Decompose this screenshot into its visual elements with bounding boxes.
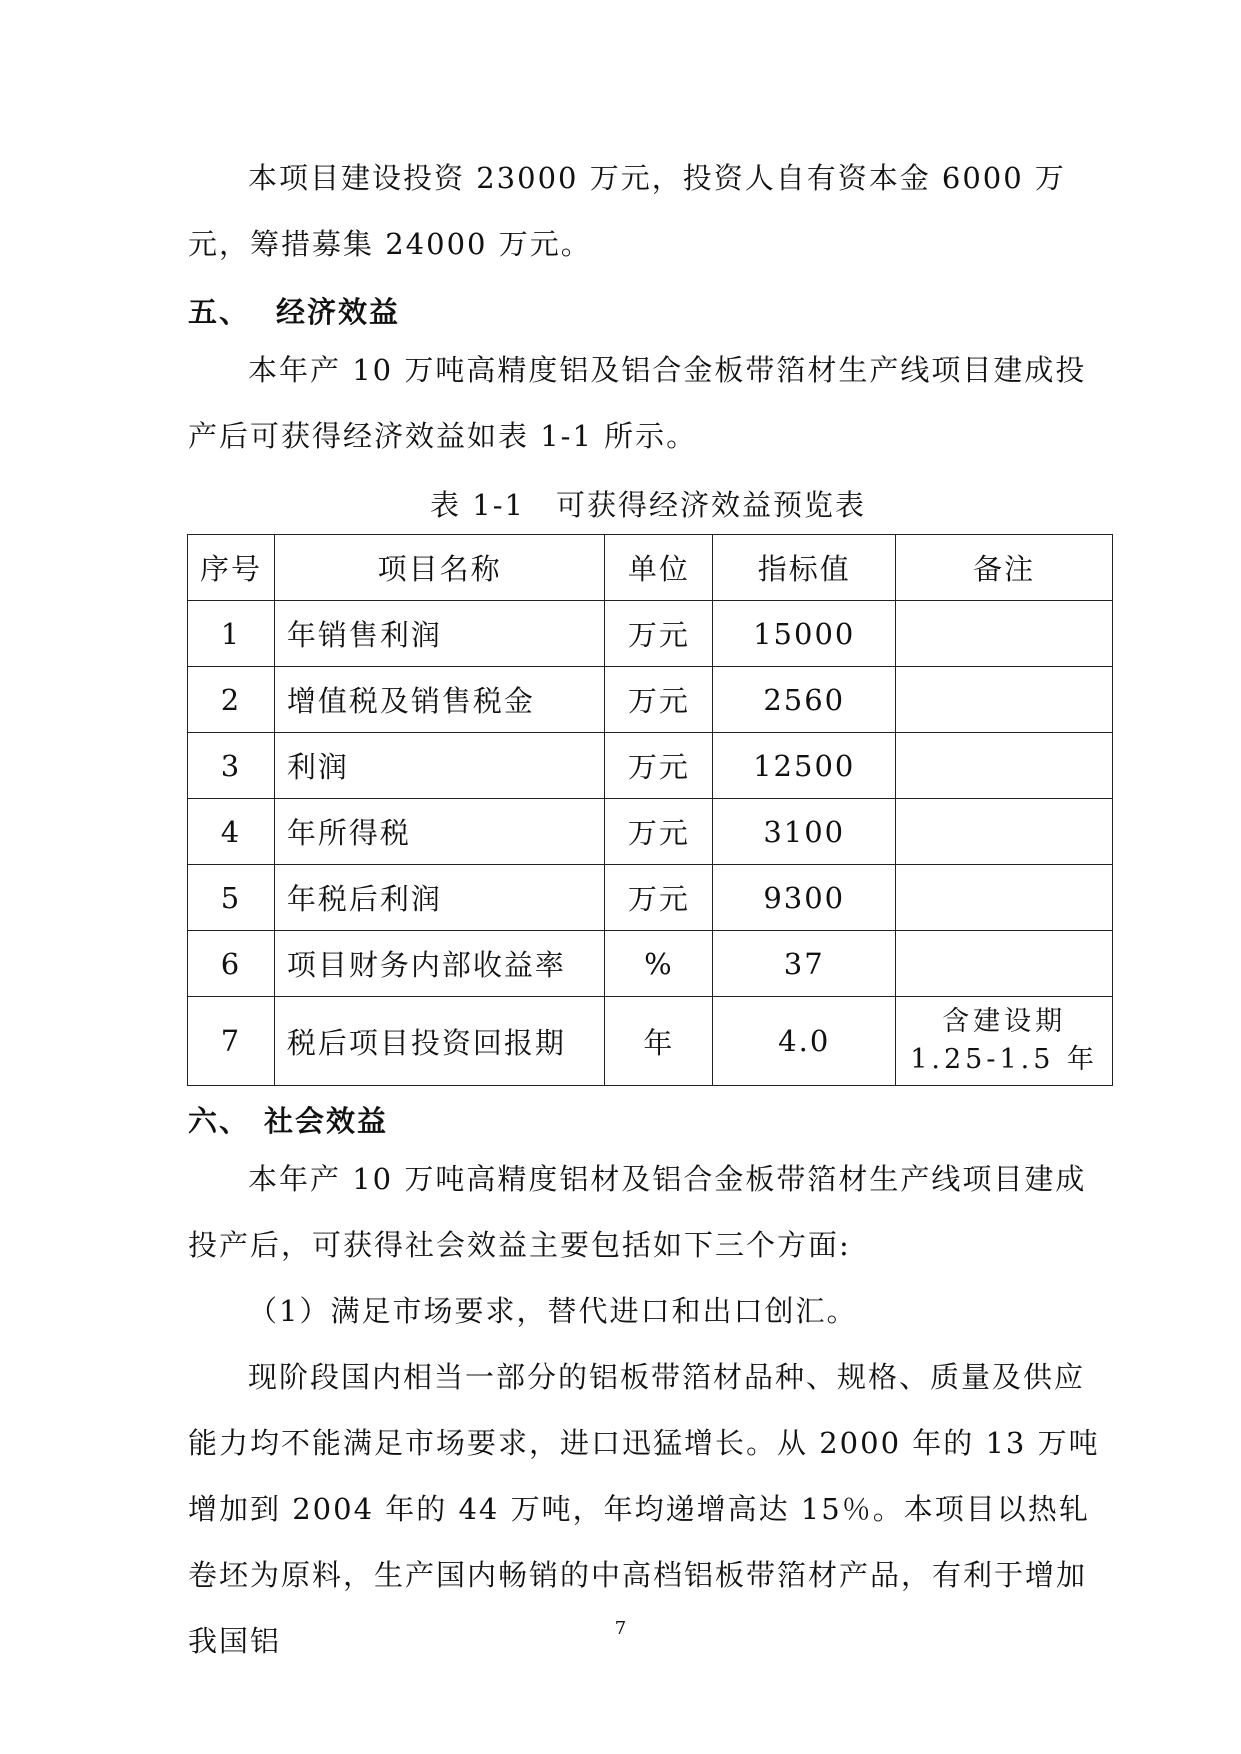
cell-value: 4.0: [713, 997, 896, 1086]
table-row: [188, 667, 1113, 733]
cell-name: 年销售利润: [274, 601, 605, 667]
header-cell: 单位: [605, 535, 713, 601]
cell-value: 15000: [713, 601, 896, 667]
header-cell: 指标值: [713, 535, 896, 601]
cell-note: [896, 799, 1113, 865]
cell-unit: 万元: [605, 865, 713, 931]
cell-name: 年税后利润: [274, 865, 605, 931]
table-row: [188, 865, 1113, 931]
section-title: 社会效益: [264, 1104, 389, 1138]
header-cell: 项目名称: [274, 535, 605, 601]
economic-benefit-table: [187, 534, 1113, 1086]
cell-no: 2: [188, 667, 275, 733]
cell-note: [896, 733, 1113, 799]
section-number: 五、: [188, 295, 251, 329]
table-row: [188, 601, 1113, 667]
section-title: 经济效益: [276, 295, 401, 329]
section-number: 六、: [188, 1104, 251, 1138]
paragraph-market: 现阶段国内相当一部分的铝板带箔材品种、规格、质量及供应能力均不能满足市场要求，进口迅猛增长。从 2000 年的 13 万吨增加到 2004 年的 44 万吨，年均递增高达 15％。本项目以热轧卷坯为原料，生产国内畅销的中高档铝板带箔材产品，有利于增加我国铝: [188, 1360, 1100, 1658]
cell-no: 1: [188, 601, 275, 667]
cell-no: 7: [188, 997, 275, 1086]
cell-name: 税后项目投资回报期: [274, 997, 605, 1086]
table-caption: 表 1-1 可获得经济效益预览表: [430, 488, 866, 522]
cell-no: 3: [188, 733, 275, 799]
cell-name: 年所得税: [274, 799, 605, 865]
cell-note: [896, 931, 1113, 997]
table-row: [188, 733, 1113, 799]
paragraph-social-intro: 本年产 10 万吨高精度铝材及铝合金板带箔材生产线项目建成投产后，可获得社会效益主要包括如下三个方面:: [188, 1162, 1087, 1262]
table-row: [188, 799, 1113, 865]
cell-unit: 万元: [605, 601, 713, 667]
paragraph-investment: 本项目建设投资 23000 万元，投资人自有资本金 6000 万元，筹措募集 24000 万元。: [188, 161, 1066, 261]
cell-value: 3100: [713, 799, 896, 865]
page-number: 7: [614, 1618, 627, 1639]
section-heading-social: [188, 1099, 388, 1140]
table-row: [188, 997, 1113, 1086]
header-cell: 备注: [896, 535, 1113, 601]
header-cell: 序号: [188, 535, 275, 601]
table-header-row: [188, 535, 1113, 601]
cell-value: 37: [713, 931, 896, 997]
cell-note: [896, 865, 1113, 931]
cell-unit: 万元: [605, 733, 713, 799]
cell-name: 增值税及销售税金: [274, 667, 605, 733]
cell-note: 含建设期 1.25-1.5 年: [896, 997, 1113, 1086]
cell-unit: 万元: [605, 667, 713, 733]
cell-no: 6: [188, 931, 275, 997]
cell-name: 项目财务内部收益率: [274, 931, 605, 997]
paragraph-item-1: （1）满足市场要求，替代进口和出口创汇。: [248, 1294, 858, 1328]
cell-no: 4: [188, 799, 275, 865]
cell-unit: 万元: [605, 799, 713, 865]
cell-note: [896, 667, 1113, 733]
paragraph-economic-intro: 本年产 10 万吨高精度铝及铝合金板带箔材生产线项目建成投产后可获得经济效益如表 1-1 所示。: [188, 353, 1087, 453]
cell-note: [896, 601, 1113, 667]
cell-unit: 年: [605, 997, 713, 1086]
section-heading-economic: [188, 290, 400, 331]
cell-value: 2560: [713, 667, 896, 733]
cell-unit: %: [605, 931, 713, 997]
cell-name: 利润: [274, 733, 605, 799]
table-row: [188, 931, 1113, 997]
cell-no: 5: [188, 865, 275, 931]
cell-value: 12500: [713, 733, 896, 799]
cell-value: 9300: [713, 865, 896, 931]
